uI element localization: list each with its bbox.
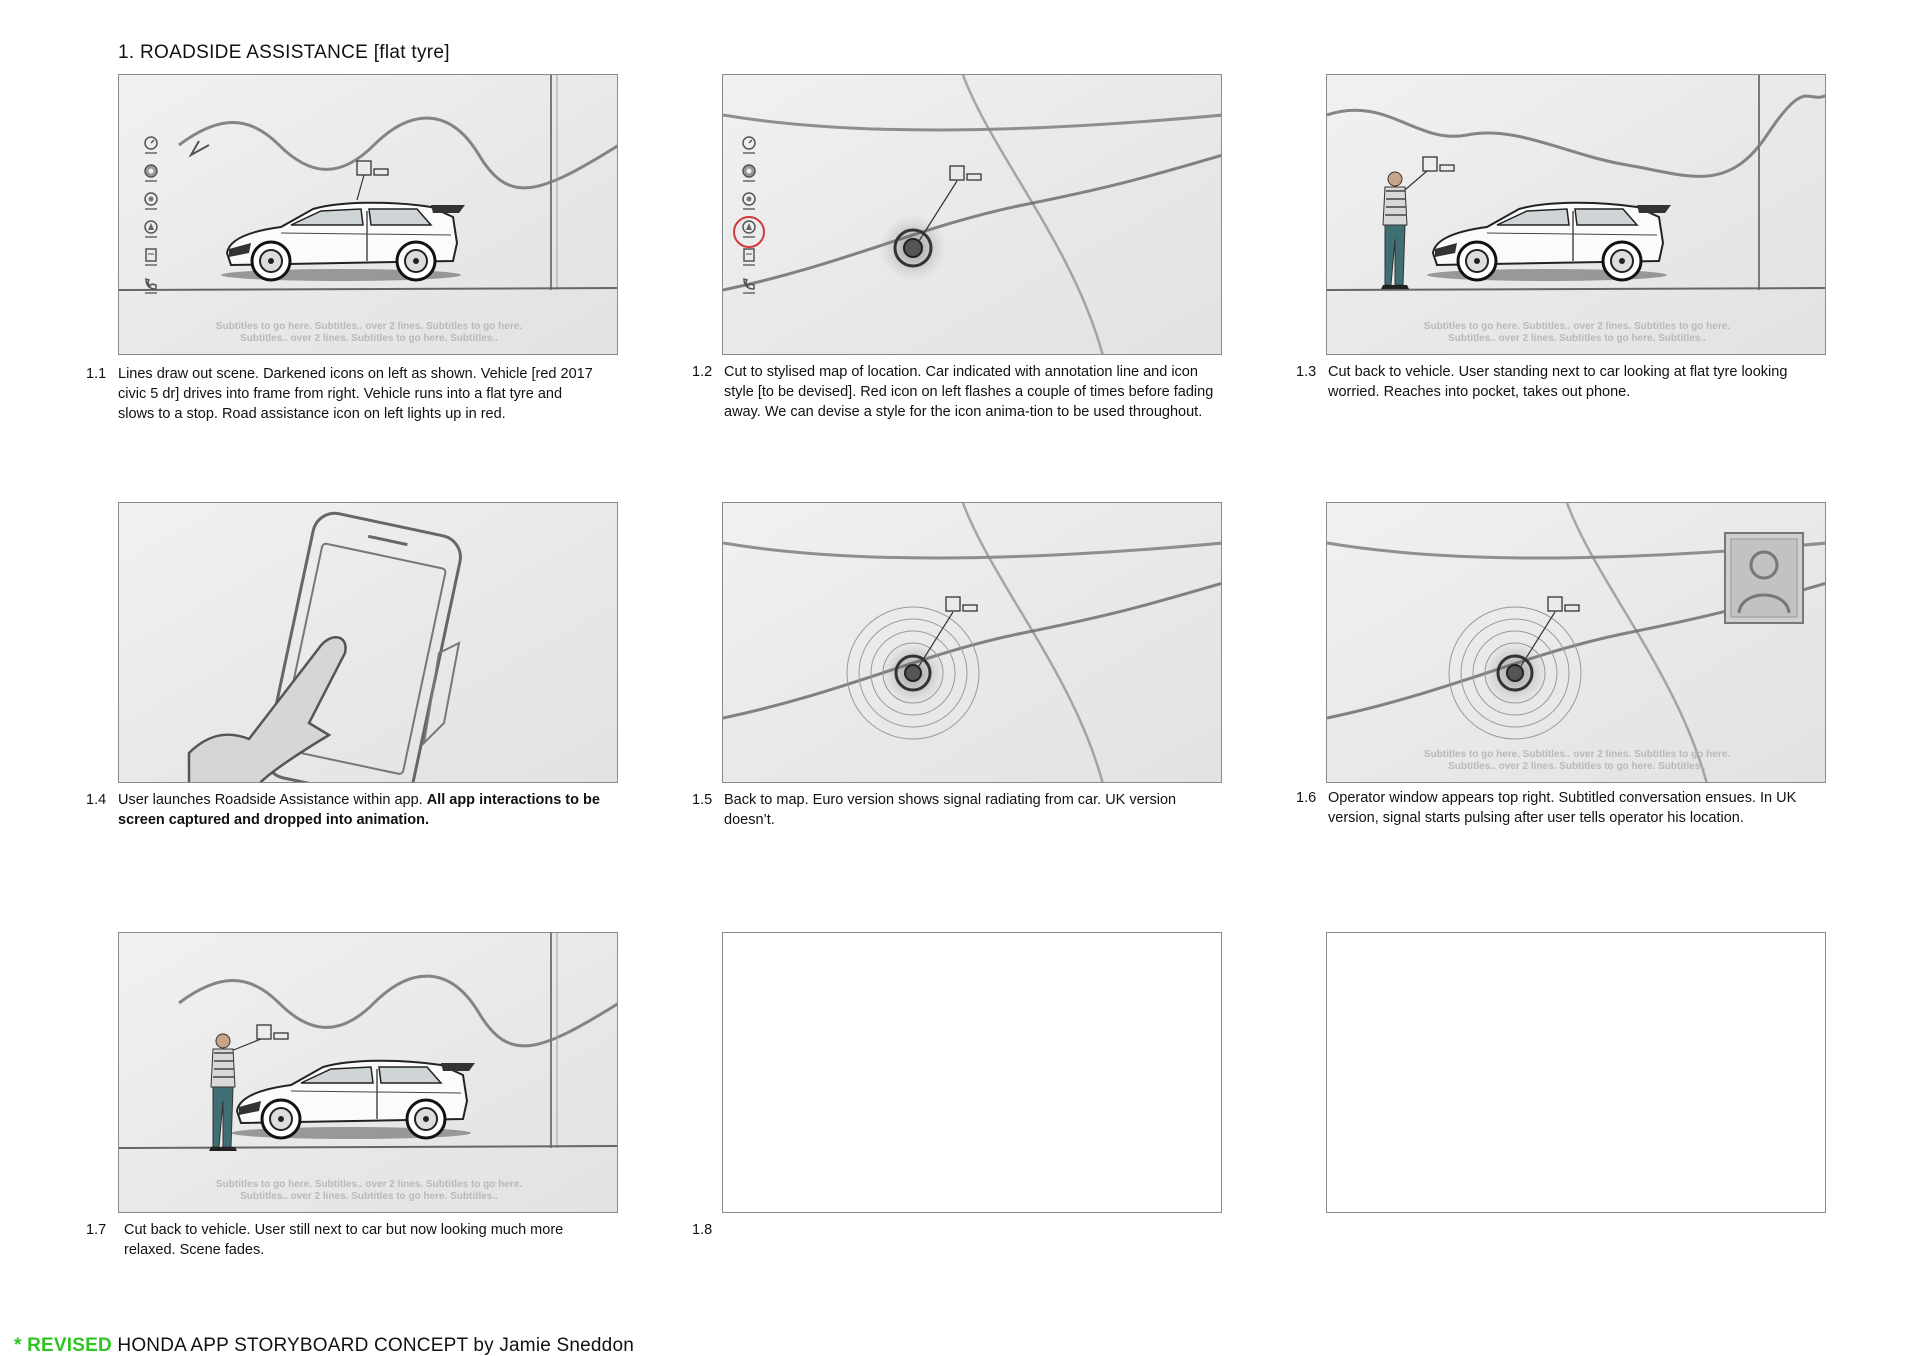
operator-window: [1725, 533, 1803, 623]
subtitle-line-1: Subtitles to go here. Subtitles.. over 2 lines. Subtitles to go here.: [1423, 321, 1731, 332]
page-title: 1. ROADSIDE ASSISTANCE [flat tyre]: [118, 42, 450, 63]
car-location-marker: [1507, 665, 1523, 681]
footer-asterisk: *: [14, 1335, 22, 1356]
storyboard-frame-blank: [1326, 932, 1826, 1213]
subtitle-line-2: Subtitles.. over 2 lines. Subtitles to go here. Subtitles..: [1448, 761, 1706, 772]
panel-caption: [118, 790, 608, 830]
panel-caption: Cut to stylised map of location. Car indicated with annotation line and icon style [to be devised]. Red icon on left flashes a couple of times before fading away. We can devise a style for the icon anima-tion to be used throughout.: [724, 364, 1214, 420]
caption-1-6: [1296, 788, 1856, 858]
storyboard-frame-1-6: [1326, 502, 1826, 783]
storyboard-frame-1-2: [722, 74, 1222, 355]
scene-user-worried: [1327, 75, 1826, 355]
panel-number: 1.7: [86, 1222, 107, 1238]
panel-number: 1.8: [692, 1222, 713, 1238]
panel-caption: Lines draw out scene. Darkened icons on left as shown. Vehicle [red 2017 civic 5 dr] drives into frame from right. Vehicle runs into a flat tyre and slows to a stop. Road assistance icon on left lights up in red.: [118, 366, 593, 422]
storyboard-frame-1-4: [118, 502, 618, 783]
footer-text: HONDA APP STORYBOARD CONCEPT by Jamie Sneddon: [117, 1335, 634, 1356]
scene-vehicle-drive-in: [119, 75, 618, 355]
storyboard-frame-1-7: [118, 932, 618, 1213]
caption-1-4: [86, 790, 646, 840]
panel-number: 1.4: [86, 792, 107, 808]
revised-label: REVISED: [27, 1335, 112, 1356]
panel-number: 1.3: [1296, 364, 1317, 380]
subtitle-line-2: Subtitles.. over 2 lines. Subtitles to go here. Subtitles..: [240, 333, 498, 344]
caption-1-8: [692, 1220, 792, 1244]
scene-phone-launch: [119, 503, 618, 783]
panel-number: 1.5: [692, 792, 713, 808]
panel-caption: Operator window appears top right. Subtitled conversation ensues. In UK version, signal starts pulsing after user tells operator his location.: [1328, 790, 1797, 826]
storyboard-frame-1-5: [722, 502, 1222, 783]
caption-plain: User launches Roadside Assistance within app.: [118, 792, 427, 808]
panel-number: 1.2: [692, 364, 713, 380]
caption-1-3: [1296, 362, 1856, 412]
scene-map-operator: [1327, 503, 1826, 783]
caption-1-1: [86, 364, 646, 454]
subtitle-line-1: Subtitles to go here. Subtitles.. over 2 lines. Subtitles to go here.: [1423, 749, 1731, 760]
scene-map-location: [723, 75, 1222, 355]
car-location-marker: [904, 239, 922, 257]
subtitle-line-2: Subtitles.. over 2 lines. Subtitles to go here. Subtitles..: [1448, 333, 1706, 344]
panel-number: 1.6: [1296, 790, 1317, 806]
storyboard-frame-1-1: [118, 74, 618, 355]
footer-credit: [14, 1335, 634, 1356]
car-location-marker: [905, 665, 921, 681]
panel-caption: Back to map. Euro version shows signal radiating from car. UK version doesn’t.: [724, 792, 1177, 828]
caption-1-7: [86, 1220, 646, 1270]
caption-bold: All app interactions to be screen captured and dropped into animation.: [118, 792, 600, 828]
caption-1-2: [692, 362, 1252, 452]
scene-map-signal: [723, 503, 1222, 783]
panel-caption: Cut back to vehicle. User still next to car but now looking much more relaxed. Scene fades.: [124, 1222, 564, 1258]
panel-caption: Cut back to vehicle. User standing next to car looking at flat tyre looking worried. Reaches into pocket, takes out phone.: [1328, 364, 1788, 400]
storyboard-frame-1-3: [1326, 74, 1826, 355]
subtitle-line-1: Subtitles to go here. Subtitles.. over 2 lines. Subtitles to go here.: [215, 1179, 523, 1190]
panel-number: 1.1: [86, 366, 107, 382]
subtitle-line-1: Subtitles to go here. Subtitles.. over 2 lines. Subtitles to go here.: [215, 321, 523, 332]
caption-1-5: [692, 790, 1252, 840]
scene-user-relaxed: [119, 933, 618, 1213]
subtitle-line-2: Subtitles.. over 2 lines. Subtitles to go here. Subtitles..: [240, 1191, 498, 1202]
storyboard-frame-1-8: [722, 932, 1222, 1213]
